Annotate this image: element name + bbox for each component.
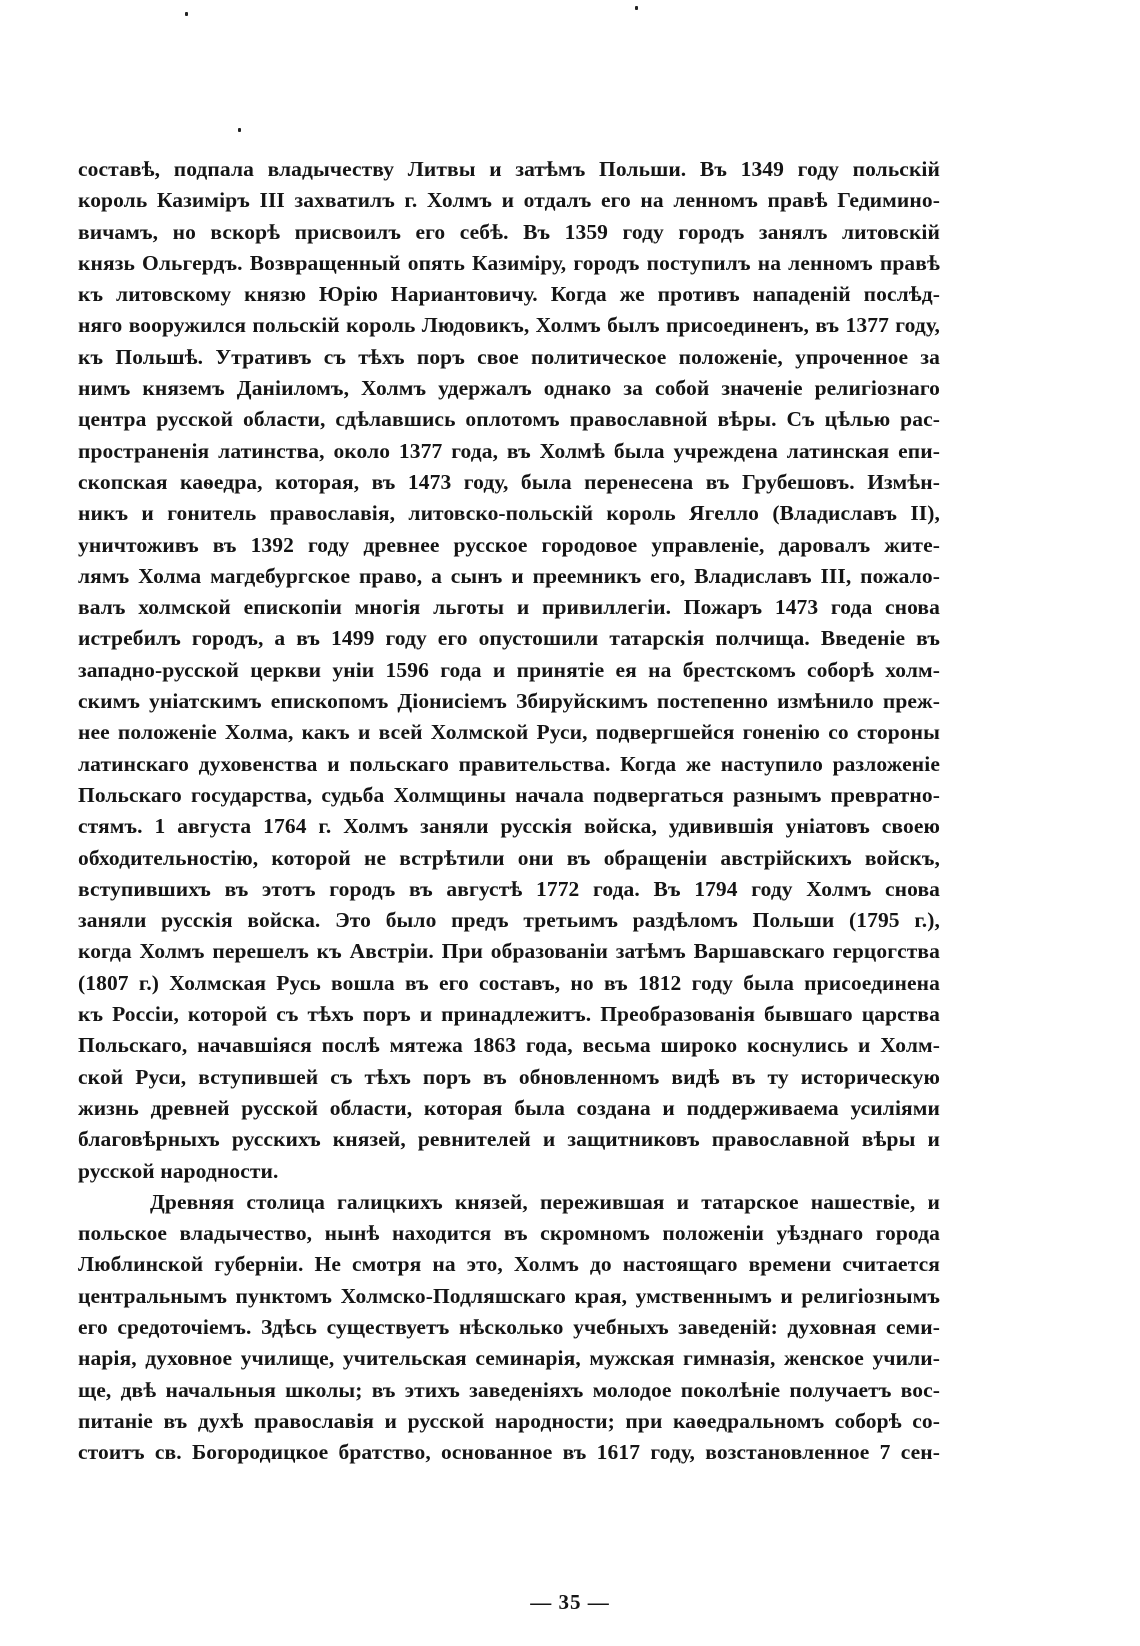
text-line: латинскаго духовенства и польскаго правительства. Когда же наступило разложеніе [78, 751, 940, 776]
text-line: няго вооружился польскій король Людовикъ, Холмъ былъ присоединенъ, въ 1377 году, [78, 313, 940, 338]
scan-speck [238, 128, 241, 132]
text-line: Польскаго государства, судьба Холмщины начала подвергаться разнымъ превратно- [78, 782, 940, 807]
text-line: истребилъ городъ, а въ 1499 году его опустошили татарскія полчища. Введеніе въ [78, 626, 940, 651]
text-line: Люблинской губерніи. Не смотря на это, Холмъ до настоящаго времени считается [78, 1252, 940, 1277]
body-text [78, 154, 940, 1468]
text-line: заняли русскія войска. Это было предъ третьимъ раздѣломъ Польши (1795 г.), [78, 908, 940, 933]
text-line: ской Руси, вступившей съ тѣхъ поръ въ обновленномъ видѣ въ ту историческую [78, 1064, 940, 1089]
text-line: къ литовскому князю Юрію Нариантовичу. Когда же противъ нападеній послѣд- [78, 282, 940, 307]
text-line: благовѣрныхъ русскихъ князей, ревнителей и защитниковъ православной вѣры и [78, 1127, 940, 1152]
text-line: Древняя столица галицкихъ князей, пережившая и татарское нашествіе, и [150, 1189, 940, 1214]
text-line: лямъ Холма магдебургское право, а сынъ и преемникъ его, Владиславъ III, пожало- [78, 563, 940, 588]
text-line: обходительностію, которой не встрѣтили они въ обращеніи австрійскихъ войскъ, [78, 845, 940, 870]
text-line: когда Холмъ перешелъ къ Австріи. При образованіи затѣмъ Варшавскаго герцогства [78, 939, 940, 964]
text-line: король Казиміръ III захватилъ г. Холмъ и отдалъ его на ленномъ правѣ Гедимино- [78, 188, 940, 213]
text-line: (1807 г.) Холмская Русь вошла въ его составъ, но въ 1812 году была присоединена [78, 970, 940, 995]
text-line: русской народности. [78, 1158, 279, 1183]
scan-speck [635, 6, 638, 10]
text-line: къ Польшѣ. Утративъ съ тѣхъ поръ свое политическое положеніе, упроченное за [78, 344, 940, 369]
scan-speck [185, 12, 188, 16]
text-line: стоитъ св. Богородицкое братство, основанное въ 1617 году, возстановленное 7 сен- [78, 1440, 940, 1465]
text-line: центральнымъ пунктомъ Холмско-Подляшскаго края, умственнымъ и религіознымъ [78, 1283, 940, 1308]
text-line: вичамъ, но вскорѣ присвоилъ его себѣ. Въ 1359 году городъ занялъ литовскій [78, 219, 940, 244]
text-line: польское владычество, нынѣ находится въ скромномъ положеніи уѣзднаго города [78, 1221, 940, 1246]
text-line: нимъ княземъ Даніиломъ, Холмъ удержалъ однако за собой значеніе религіознаго [78, 376, 940, 401]
paragraph-1 [78, 154, 940, 1187]
text-line: ще, двѣ начальныя школы; въ этихъ заведеніяхъ молодое поколѣніе получаетъ вос- [78, 1377, 940, 1402]
text-line: питаніе въ духѣ православія и русской народности; при каѳедральномъ соборѣ со- [78, 1408, 940, 1433]
text-line: жизнь древней русской области, которая была создана и поддерживаема усиліями [78, 1095, 940, 1120]
text-line: никъ и гонитель православія, литовско-польскій король Ягелло (Владиславъ II), [78, 501, 940, 526]
text-line: Польскаго, начавшіяся послѣ мятежа 1863 года, весьма широко коснулись и Холм- [78, 1033, 940, 1058]
text-line: вступившихъ въ этотъ городъ въ августѣ 1772 года. Въ 1794 году Холмъ снова [78, 876, 940, 901]
text-line: къ Россіи, которой съ тѣхъ поръ и принадлежитъ. Преобразованія бывшаго царства [78, 1002, 940, 1027]
text-line: центра русской области, сдѣлавшись оплотомъ православной вѣры. Съ цѣлью рас- [78, 407, 940, 432]
text-line: нее положеніе Холма, какъ и всей Холмской Руси, подвергшейся гоненію со стороны [78, 720, 940, 745]
text-line: скимъ уніатскимъ епископомъ Діонисіемъ Збируйскимъ постепенно измѣнило преж- [78, 689, 940, 714]
text-line: составѣ, подпала владычеству Литвы и затѣмъ Польши. Въ 1349 году польскій [78, 157, 940, 181]
text-line: князь Ольгердъ. Возвращенный опять Казиміру, городъ поступилъ на ленномъ правѣ [78, 250, 940, 275]
text-line: его средоточіемъ. Здѣсь существуетъ нѣсколько учебныхъ заведеній: духовная семи- [78, 1314, 940, 1339]
text-line: уничтоживъ въ 1392 году древнее русское городовое управленіе, даровалъ жите- [78, 532, 940, 557]
text-line: скопская каѳедра, которая, въ 1473 году, была перенесена въ Грубешовъ. Измѣн- [78, 469, 940, 494]
text-line: валъ холмской епископіи многія льготы и привиллегіи. Пожаръ 1473 года снова [78, 595, 940, 620]
text-line: западно-русской церкви уніи 1596 года и принятіе ея на брестскомъ соборѣ холм- [78, 657, 940, 682]
text-line: стямъ. 1 августа 1764 г. Холмъ заняли русскія войска, удивившія уніатовъ своею [78, 814, 940, 839]
paragraph-2 [78, 1187, 940, 1469]
text-line: пространенія латинства, около 1377 года, въ Холмѣ была учреждена латинская епи- [78, 438, 940, 463]
text-line: нарія, духовное училище, учительская семинарія, мужская гимназія, женское учили- [78, 1346, 940, 1371]
page-number: — 35 — [530, 1590, 610, 1614]
